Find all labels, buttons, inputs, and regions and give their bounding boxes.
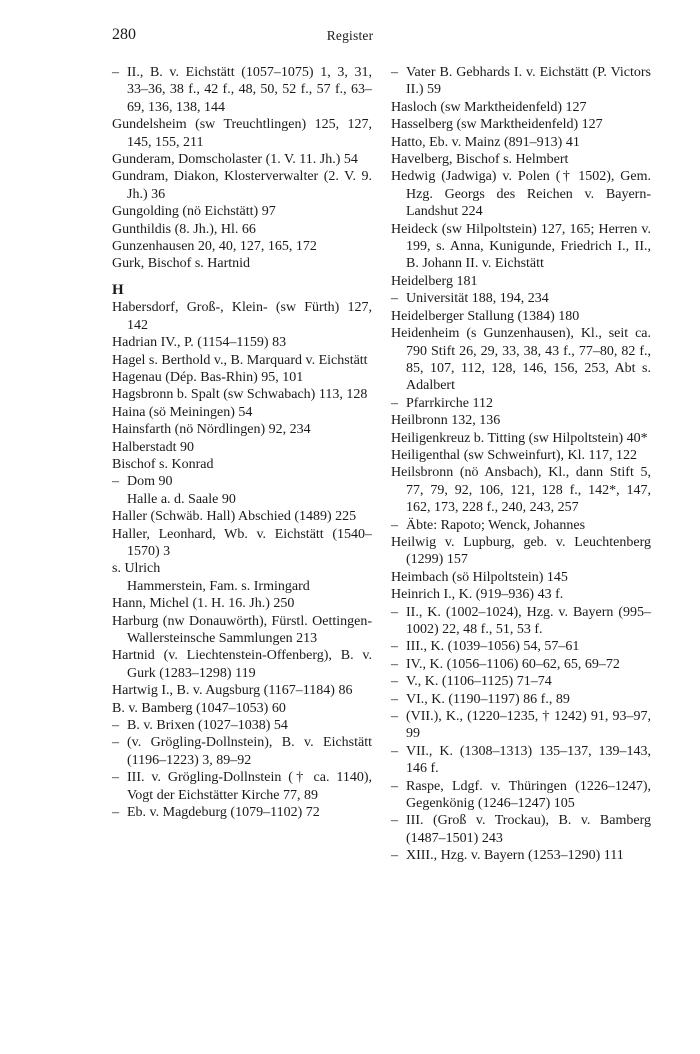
index-entry: Hasloch (sw Marktheidenfeld) 127: [391, 99, 587, 115]
index-entry: Heidelberger Stallung (1384) 180: [391, 308, 580, 324]
entry-text: Äbte: Rapoto; Wenck, Johannes: [406, 517, 586, 533]
index-entry: Haller (Schwäb. Hall) Abschied (1489) 225: [112, 509, 357, 525]
index-entry: Havelberg, Bischof s. Helmbert: [391, 152, 569, 168]
entry-text: Hammerstein, Fam. s. Irmingard: [127, 578, 310, 594]
index-entry: Hagsbronn b. Spalt (sw Schwabach) 113, 128: [112, 387, 368, 403]
index-entry: Gurk, Bischof s. Hartnid: [112, 256, 251, 272]
index-entry: Hatto, Eb. v. Mainz (891–913) 41: [391, 134, 580, 150]
dash-mark: –: [391, 395, 398, 411]
index-entry: [391, 395, 651, 412]
dash-mark: –: [112, 718, 119, 734]
index-entry: Heiligenkreuz b. Titting (sw Hilpoltstein) 40*: [391, 430, 648, 446]
dash-mark: –: [112, 735, 119, 751]
index-entry: Hartnid (v. Liechtenstein-Offenberg), B. v. Gurk (1283–1298) 119: [112, 648, 372, 681]
index-entry: Heimbach (sö Hilpoltstein) 145: [391, 569, 568, 585]
dash-mark: –: [391, 674, 398, 690]
index-entry: Heidenheim (s Gunzenhausen), Kl., seit ca. 790 Stift 26, 29, 33, 38, 43 f., 77–80, 82 f., 85, 107, 112, 128, 146, 156, 253, Abt s. Adalbert: [391, 326, 651, 394]
index-entry: Gundram, Diakon, Klosterverwalter (2. V. 9. Jh.) 36: [112, 169, 372, 202]
index-entry: Hagel s. Berthold v., B. Marquard v. Eichstätt: [112, 352, 368, 368]
index-entry: Haller, Leonhard, Wb. v. Eichstätt (1540–1570) 3: [112, 526, 372, 559]
index-entry: [112, 64, 372, 116]
index-entry: [391, 656, 651, 673]
index-entry: [391, 290, 651, 307]
index-entry: Hedwig (Jadwiga) v. Polen († 1502), Gem. Hzg. Georgs des Reichen v. Bayern-Landshut 224: [391, 169, 651, 220]
left-column: [112, 64, 372, 839]
index-entry: [112, 769, 372, 804]
index-entry: Gunthildis (8. Jh.), Hl. 66: [112, 221, 256, 237]
index-entry: [112, 734, 372, 769]
page-number: 280: [112, 26, 136, 43]
index-entry: [391, 604, 651, 639]
index-entry: Gundelsheim (sw Treuchtlingen) 125, 127, 145, 155, 211: [112, 117, 372, 150]
index-entry: Gunderam, Domscholaster (1. V. 11. Jh.) 54: [112, 152, 358, 168]
dash-mark: –: [391, 517, 398, 533]
entry-text: B. v. Brixen (1027–1038) 54: [127, 718, 288, 734]
index-entry: [391, 865, 651, 882]
entry-text: II., K. (1002–1024), Hzg. v. Bayern (995–1002) 22, 48 f., 51, 53 f.: [406, 604, 651, 637]
index-entry: Gungolding (nö Eichstätt) 97: [112, 204, 276, 220]
entry-text: II., B. v. Eichstätt (1057–1075) 1, 3, 31, 33–36, 38 f., 42 f., 48, 50, 52 f., 57 f., 63–69, 136, 138, 144: [127, 65, 372, 115]
index-entry: [112, 491, 372, 508]
index-entry: Heilbronn 132, 136: [391, 413, 501, 429]
index-entry: Habersdorf, Groß-, Klein- (sw Fürth) 127, 142: [112, 300, 372, 333]
entry-text: VII., K. (1308–1313) 135–137, 139–143, 146 f.: [406, 743, 651, 777]
index-entry: Hasselberg (sw Marktheidenfeld) 127: [391, 117, 603, 133]
entry-text: V., K. (1106–1125) 71–74: [406, 674, 552, 690]
index-entry: [112, 804, 372, 821]
index-entry: [112, 473, 372, 490]
index-entry: [112, 717, 372, 734]
index-entry: Gunzenhausen 20, 40, 127, 165, 172: [112, 239, 317, 255]
right-column: [391, 64, 651, 882]
index-entry: [391, 743, 651, 778]
section-letter: H: [112, 281, 124, 298]
index-entry: [391, 517, 651, 534]
index-entry: [391, 673, 651, 690]
entry-text: III., K. (1039–1056) 54, 57–61: [406, 639, 580, 655]
entry-text: (v. Grögling-Dollnstein), B. v. Eichstätt (1196–1223) 3, 89–92: [127, 735, 372, 768]
index-entry: [391, 847, 651, 864]
entry-text: Universität 188, 194, 234: [406, 291, 549, 307]
entry-text: Raspe, Ldgf. v. Thüringen (1226–1247), Gegenkönig (1246–1247) 105: [406, 778, 651, 812]
index-entry: [391, 64, 651, 99]
index-entry: Bischof s. Konrad: [112, 456, 214, 472]
index-entry: Harburg (nw Donauwörth), Fürstl. Oettingen-Wallersteinsche Sammlungen 213: [112, 613, 372, 646]
dash-mark: –: [112, 805, 119, 821]
dash-mark: –: [391, 65, 398, 80]
entry-text: VI., K. (1190–1197) 86 f., 89: [406, 691, 570, 707]
dash-mark: –: [391, 709, 398, 725]
index-entry: B. v. Bamberg (1047–1053) 60: [112, 700, 286, 716]
entry-text: XIII., Hzg. v. Bayern (1253–1290) 111: [406, 848, 624, 864]
dash-mark: –: [391, 778, 398, 794]
dash-mark: –: [391, 639, 398, 655]
dash-mark: –: [112, 65, 119, 80]
dash-mark: –: [391, 813, 398, 829]
entry-text: Dom 90: [127, 474, 173, 490]
dash-mark: –: [391, 291, 398, 307]
index-entry: [391, 691, 651, 708]
index-entry: [391, 708, 651, 743]
index-entry: Heilsbronn (nö Ansbach), Kl., dann Stift 5, 77, 79, 92, 106, 121, 128 f., 142*, 147, 162, 173, 228 f., 240, 243, 257: [391, 465, 651, 516]
index-entry: Hartwig I., B. v. Augsburg (1167–1184) 86: [112, 683, 353, 699]
index-entry: [391, 638, 651, 655]
index-entry: Hadrian IV., P. (1154–1159) 83: [112, 335, 287, 351]
dash-mark: –: [391, 743, 398, 759]
entry-text: IV., K. (1056–1106) 60–62, 65, 69–72: [406, 656, 620, 672]
index-entry: Heilwig v. Lupburg, geb. v. Leuchtenberg (1299) 157: [391, 534, 651, 568]
dash-mark: –: [391, 604, 398, 620]
index-entry: [391, 778, 651, 813]
entry-text: III. v. Grögling-Dollnstein († ca. 1140), Vogt der Eichstätter Kirche 77, 89: [127, 770, 372, 803]
index-entry: [112, 821, 372, 838]
entry-text: Vater B. Gebhards I. v. Eichstätt (P. Victors II.) 59: [406, 65, 651, 98]
dash-mark: –: [391, 691, 398, 707]
entry-text: Halle a. d. Saale 90: [127, 491, 236, 507]
index-entry: Heidelberg 181: [391, 273, 478, 289]
dash-mark: –: [112, 474, 119, 490]
entry-text: (VII.), K., (1220–1235, † 1242) 91, 93–97, 99: [406, 709, 651, 742]
dash-mark: –: [112, 770, 119, 786]
index-entry: Halberstadt 90: [112, 439, 195, 455]
dash-mark: –: [391, 656, 398, 672]
index-entry: [112, 578, 372, 595]
index-entry: s. Ulrich: [112, 561, 161, 577]
index-entry: Heiligenthal (sw Schweinfurt), Kl. 117, 122: [391, 447, 637, 463]
index-entry: [391, 812, 651, 847]
index-entry: Heinrich I., K. (919–936) 43 f.: [391, 587, 564, 603]
running-head: Register: [326, 28, 374, 43]
index-entry: Hann, Michel (1. H. 16. Jh.) 250: [112, 596, 295, 612]
index-entry: Heideck (sw Hilpoltstein) 127, 165; Herren v. 199, s. Anna, Kunigunde, Friedrich I., II., B. Johann II. v. Eichstätt: [391, 221, 651, 272]
entry-text: Eb. v. Magdeburg (1079–1102) 72: [127, 805, 320, 821]
index-entry: Haina (sö Meiningen) 54: [112, 404, 253, 420]
entry-text: Pfarrkirche 112: [406, 395, 493, 411]
entry-text: III. (Groß v. Trockau), B. v. Bamberg (1487–1501) 243: [406, 813, 651, 846]
index-entry: Hagenau (Dép. Bas-Rhin) 95, 101: [112, 369, 304, 385]
dash-mark: –: [391, 848, 398, 864]
index-entry: Hainsfarth (nö Nördlingen) 92, 234: [112, 422, 311, 438]
